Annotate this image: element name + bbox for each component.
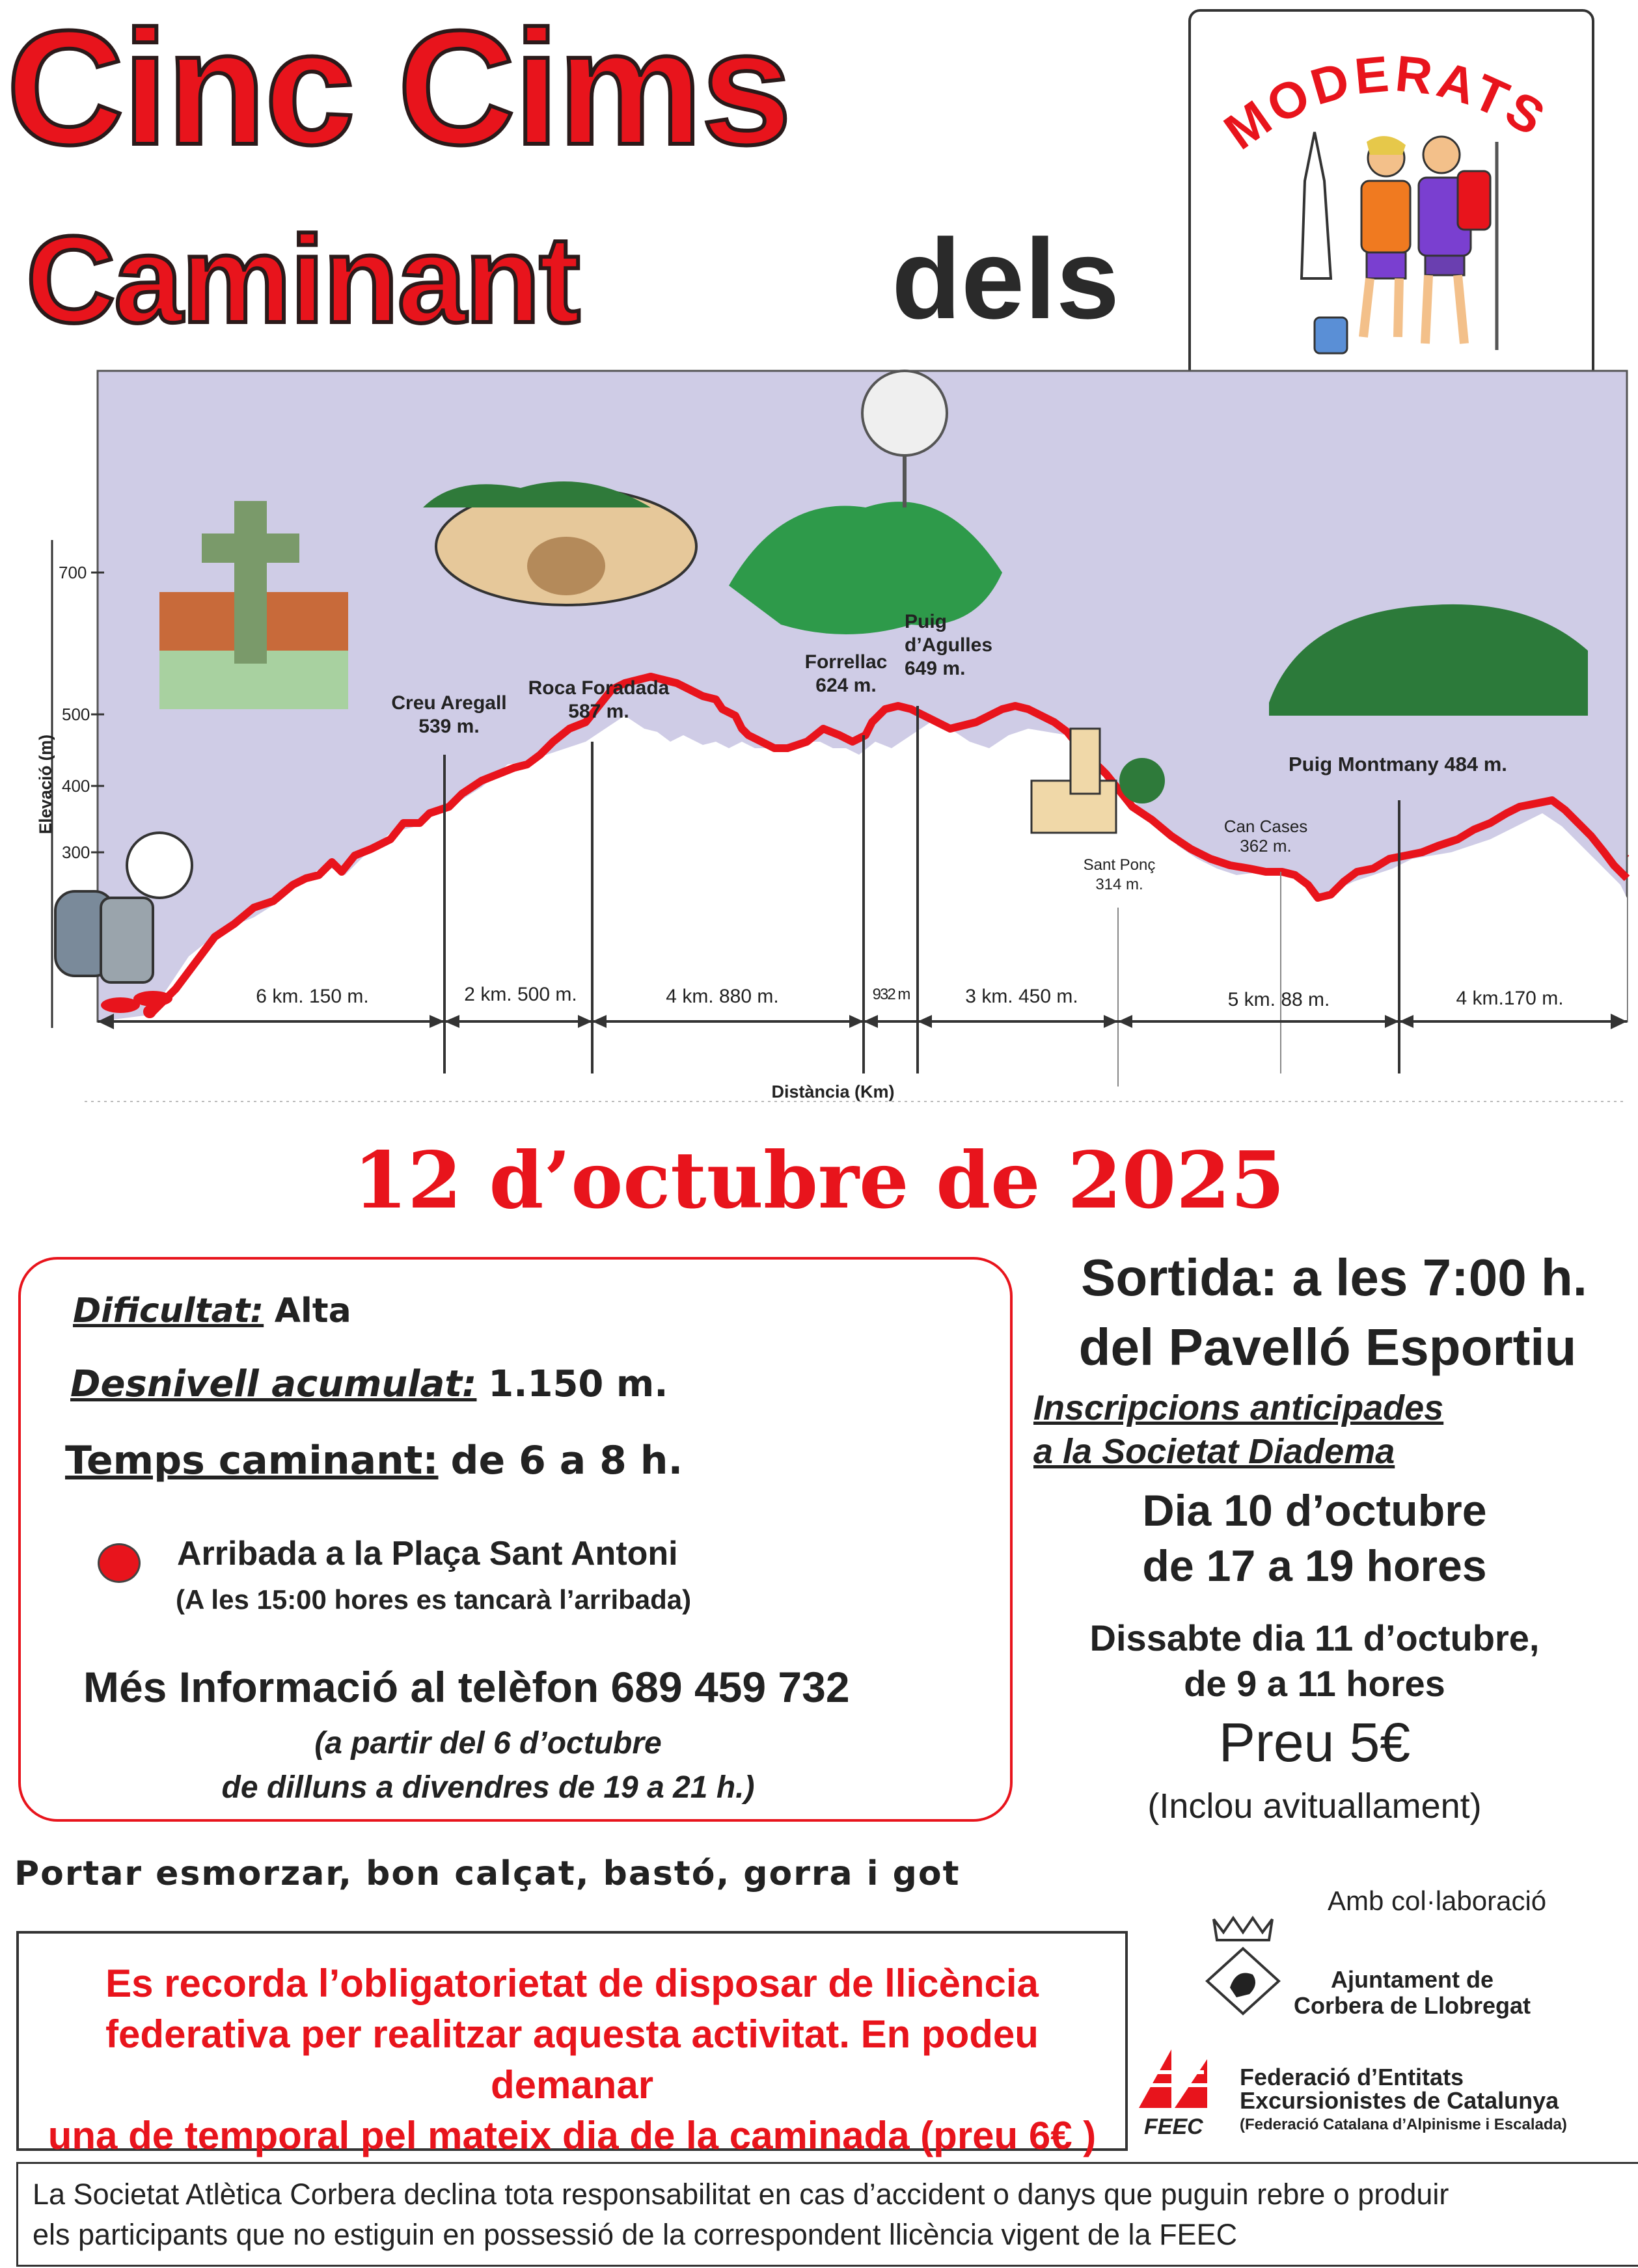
peak-elev: 649 m. [905, 658, 966, 679]
title-line2-caminant: Caminant [26, 211, 579, 349]
portar-text: Portar esmorzar, bon calçat, bastó, gorra i got [14, 1854, 961, 1893]
route-profile [0, 0, 1638, 1106]
peak-name: Puig d’Agulles [905, 611, 993, 656]
peak-elev: 624 m. [815, 675, 877, 696]
feec-line1: Federació d’Entitats [1240, 2064, 1464, 2090]
desnivell-row [70, 1363, 668, 1405]
ajuntament-line1: Ajuntament de [1330, 1966, 1494, 1993]
preu: Preu 5€ [1218, 1712, 1411, 1773]
mes-info-note1: (a partir del 6 d’octubre [314, 1726, 662, 1761]
minor-elev: 362 m. [1240, 836, 1292, 856]
corbera-shield-icon [1197, 1913, 1289, 2017]
ytick-500: 500 [62, 705, 90, 724]
segment-1: 6 km. 150 m. [256, 986, 369, 1007]
peak-label-agulles [905, 610, 1022, 681]
temps-value: de 6 a 8 h. [450, 1438, 683, 1483]
desnivell-label: Desnivell acumulat: [70, 1363, 477, 1405]
segment-5: 3 km. 450 m. [965, 986, 1078, 1007]
feec-logo-icon [1132, 2046, 1223, 2111]
temps-row [65, 1438, 683, 1483]
minor-name: Sant Ponç [1083, 856, 1156, 874]
peak-elev: 587 m. [568, 701, 629, 722]
feec-line2: Excursionistes de Catalunya [1240, 2087, 1559, 2114]
dia1-line1: Dia 10 d’octubre [1142, 1486, 1487, 1535]
ajuntament-line2: Corbera de Llobregat [1293, 1992, 1531, 2019]
minor-elev: 314 m. [1095, 876, 1143, 893]
ytick-700: 700 [59, 563, 87, 582]
inclou: (Inclou avituallament) [1147, 1787, 1482, 1826]
x-axis-label: Distància (Km) [771, 1082, 895, 1101]
feec-line3: (Federació Catalana d’Alpinisme i Escalada) [1240, 2116, 1567, 2133]
minor-label-cancases [1210, 817, 1321, 856]
arribada-text: Arribada a la Plaça Sant Antoni [177, 1535, 678, 1573]
sortida-line1: Sortida: a les 7:00 h. [1080, 1249, 1588, 1306]
feec-short: FEEC [1144, 2114, 1203, 2139]
dificultat-label: Dificultat: [73, 1291, 264, 1330]
peak-label-montmany: Puig Montmany 484 m. [1289, 753, 1507, 776]
arribada-note: (A les 15:00 hores es tancarà l’arribada) [176, 1584, 692, 1615]
disclaimer-line1: La Societat Atlètica Corbera declina tota responsabilitat en cas d’accident o danys que puguin rebre o produir [33, 2178, 1449, 2211]
minor-name: Can Cases [1223, 817, 1308, 836]
segment-2: 2 km. 500 m. [464, 984, 577, 1005]
segment-3: 4 km. 880 m. [666, 986, 779, 1007]
minor-label-santponc [1061, 856, 1178, 895]
dia2-line1: Dissabte dia 11 d’octubre, [1089, 1617, 1540, 1658]
dia1-line2: de 17 a 19 hores [1142, 1541, 1487, 1591]
peak-name: Forrellac [804, 651, 888, 673]
inscripcions-line1: Inscripcions anticipades [1033, 1388, 1444, 1427]
peak-label-roca [508, 677, 690, 723]
event-date: 12 d’octubre de 2025 [353, 1135, 1285, 1226]
mes-info: Més Informació al telèfon 689 459 732 [83, 1663, 850, 1711]
disclaimer [16, 2162, 1638, 2267]
dificultat-value: Alta [274, 1291, 351, 1330]
dificultat-row [73, 1291, 351, 1330]
title-line1: Cinc Cims [7, 0, 791, 178]
notice-line3: una de temporal pel mateix dia de la caminada (preu 6€ ) [48, 2114, 1097, 2157]
logo-arc-text: MODERATS [1214, 44, 1558, 161]
peak-label-forrellac [774, 651, 918, 697]
sortida-line2: del Pavelló Esportiu [1078, 1318, 1577, 1376]
ytick-300: 300 [62, 843, 90, 862]
ytick-400: 400 [62, 776, 90, 796]
arribada-dot-icon [98, 1543, 141, 1583]
segment-6: 5 km. 88 m. [1227, 989, 1330, 1010]
notice-line2: federativa per realitzar aquesta activitat. En podeu demanar [105, 2012, 1039, 2107]
segment-4: 932 m [872, 986, 910, 1003]
notice-line1: Es recorda l’obligatorietat de disposar de llicència [105, 1962, 1039, 2005]
disclaimer-line2: els participants que no estiguin en possessió de la correspondent llicència vigent de la FEEC [33, 2218, 1238, 2251]
desnivell-value: 1.150 m. [488, 1363, 668, 1405]
title-line2-dels: dels [892, 216, 1120, 343]
peak-name: Creu Aregall [391, 692, 507, 714]
license-notice [16, 1931, 1128, 2157]
peak-elev: 539 m. [418, 716, 480, 737]
segment-7: 4 km.170 m. [1456, 988, 1564, 1009]
peak-name: Roca Foradada [528, 677, 670, 699]
temps-label: Temps caminant: [65, 1438, 439, 1483]
dia2-line2: de 9 a 11 hores [1184, 1663, 1445, 1704]
inscripcions-line2: a la Societat Diadema [1033, 1432, 1395, 1471]
collab-label: Amb col·laboració [1328, 1885, 1547, 1916]
y-axis-label: Elevació (m) [35, 734, 55, 835]
mes-info-note2: de dilluns a divendres de 19 a 21 h.) [221, 1770, 755, 1805]
